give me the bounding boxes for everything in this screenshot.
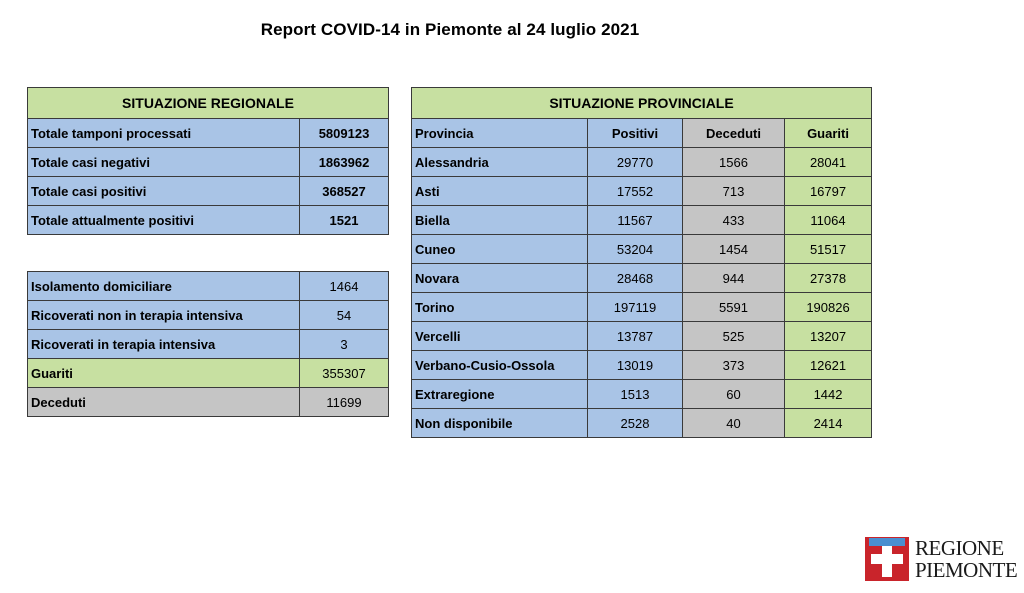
row-label: Ricoverati in terapia intensiva — [28, 330, 300, 359]
col-header-guariti: Guariti — [785, 119, 872, 148]
row-label: Totale casi negativi — [28, 148, 300, 177]
column-header-row — [412, 119, 872, 148]
cell-deceduti: 40 — [683, 409, 785, 438]
cell-provincia: Novara — [412, 264, 588, 293]
row-value: 11699 — [300, 388, 389, 417]
row-value: 3 — [300, 330, 389, 359]
cell-guariti: 2414 — [785, 409, 872, 438]
cell-guariti: 27378 — [785, 264, 872, 293]
col-header-deceduti: Deceduti — [683, 119, 785, 148]
table-row — [412, 264, 872, 293]
table-row — [28, 148, 389, 177]
cell-guariti: 190826 — [785, 293, 872, 322]
cell-provincia: Non disponibile — [412, 409, 588, 438]
cell-provincia: Biella — [412, 206, 588, 235]
provincial-header: SITUAZIONE PROVINCIALE — [412, 88, 872, 119]
cell-guariti: 16797 — [785, 177, 872, 206]
table-row — [412, 322, 872, 351]
table-row — [412, 409, 872, 438]
row-value: 355307 — [300, 359, 389, 388]
logo-line-2: PIEMONTE — [915, 558, 1018, 582]
table-row — [412, 235, 872, 264]
table-row — [28, 272, 389, 301]
table-row — [28, 301, 389, 330]
cell-positivi: 197119 — [588, 293, 683, 322]
table-row — [412, 206, 872, 235]
cell-positivi: 17552 — [588, 177, 683, 206]
table-row — [28, 388, 389, 417]
row-value: 54 — [300, 301, 389, 330]
row-value: 1464 — [300, 272, 389, 301]
table-row — [412, 351, 872, 380]
cell-positivi: 13787 — [588, 322, 683, 351]
cell-guariti: 51517 — [785, 235, 872, 264]
cell-guariti: 11064 — [785, 206, 872, 235]
cell-deceduti: 60 — [683, 380, 785, 409]
cell-provincia: Extraregione — [412, 380, 588, 409]
cell-deceduti: 5591 — [683, 293, 785, 322]
cell-positivi: 2528 — [588, 409, 683, 438]
row-label: Totale tamponi processati — [28, 119, 300, 148]
cell-deceduti: 525 — [683, 322, 785, 351]
cell-positivi: 29770 — [588, 148, 683, 177]
regional-header: SITUAZIONE REGIONALE — [28, 88, 389, 119]
cell-provincia: Torino — [412, 293, 588, 322]
table-row — [28, 206, 389, 235]
cell-deceduti: 1454 — [683, 235, 785, 264]
row-value: 1521 — [300, 206, 389, 235]
cell-deceduti: 373 — [683, 351, 785, 380]
cell-guariti: 12621 — [785, 351, 872, 380]
cell-deceduti: 944 — [683, 264, 785, 293]
table-row — [412, 177, 872, 206]
cell-guariti: 13207 — [785, 322, 872, 351]
logo-text — [915, 537, 1017, 581]
piemonte-cross-icon — [865, 537, 909, 581]
row-label: Ricoverati non in terapia intensiva — [28, 301, 300, 330]
table-row — [28, 330, 389, 359]
regione-piemonte-logo — [865, 536, 1018, 583]
table-row — [412, 148, 872, 177]
cell-positivi: 11567 — [588, 206, 683, 235]
provincial-table — [411, 87, 872, 438]
table-row — [28, 119, 389, 148]
cell-positivi: 28468 — [588, 264, 683, 293]
table-row — [28, 359, 389, 388]
row-value: 368527 — [300, 177, 389, 206]
row-value: 5809123 — [300, 119, 389, 148]
cell-provincia: Alessandria — [412, 148, 588, 177]
cell-provincia: Verbano-Cusio-Ossola — [412, 351, 588, 380]
table-row — [28, 177, 389, 206]
provincial-rows — [412, 148, 872, 438]
cell-deceduti: 713 — [683, 177, 785, 206]
cell-provincia: Asti — [412, 177, 588, 206]
cell-positivi: 13019 — [588, 351, 683, 380]
cell-guariti: 28041 — [785, 148, 872, 177]
row-label: Totale casi positivi — [28, 177, 300, 206]
row-label: Totale attualmente positivi — [28, 206, 300, 235]
cell-guariti: 1442 — [785, 380, 872, 409]
cell-positivi: 53204 — [588, 235, 683, 264]
regional-summary-table — [27, 87, 389, 235]
col-header-provincia: Provincia — [412, 119, 588, 148]
cell-deceduti: 1566 — [683, 148, 785, 177]
logo-line-1: REGIONE — [915, 536, 1004, 560]
cell-provincia: Vercelli — [412, 322, 588, 351]
table-row — [412, 380, 872, 409]
cell-positivi: 1513 — [588, 380, 683, 409]
regional-detail-table — [27, 271, 389, 417]
col-header-positivi: Positivi — [588, 119, 683, 148]
cell-provincia: Cuneo — [412, 235, 588, 264]
page-title: Report COVID-14 in Piemonte al 24 luglio 2021 — [260, 20, 640, 39]
row-label: Guariti — [28, 359, 300, 388]
table-row — [412, 293, 872, 322]
row-value: 1863962 — [300, 148, 389, 177]
row-label: Deceduti — [28, 388, 300, 417]
cell-deceduti: 433 — [683, 206, 785, 235]
row-label: Isolamento domiciliare — [28, 272, 300, 301]
